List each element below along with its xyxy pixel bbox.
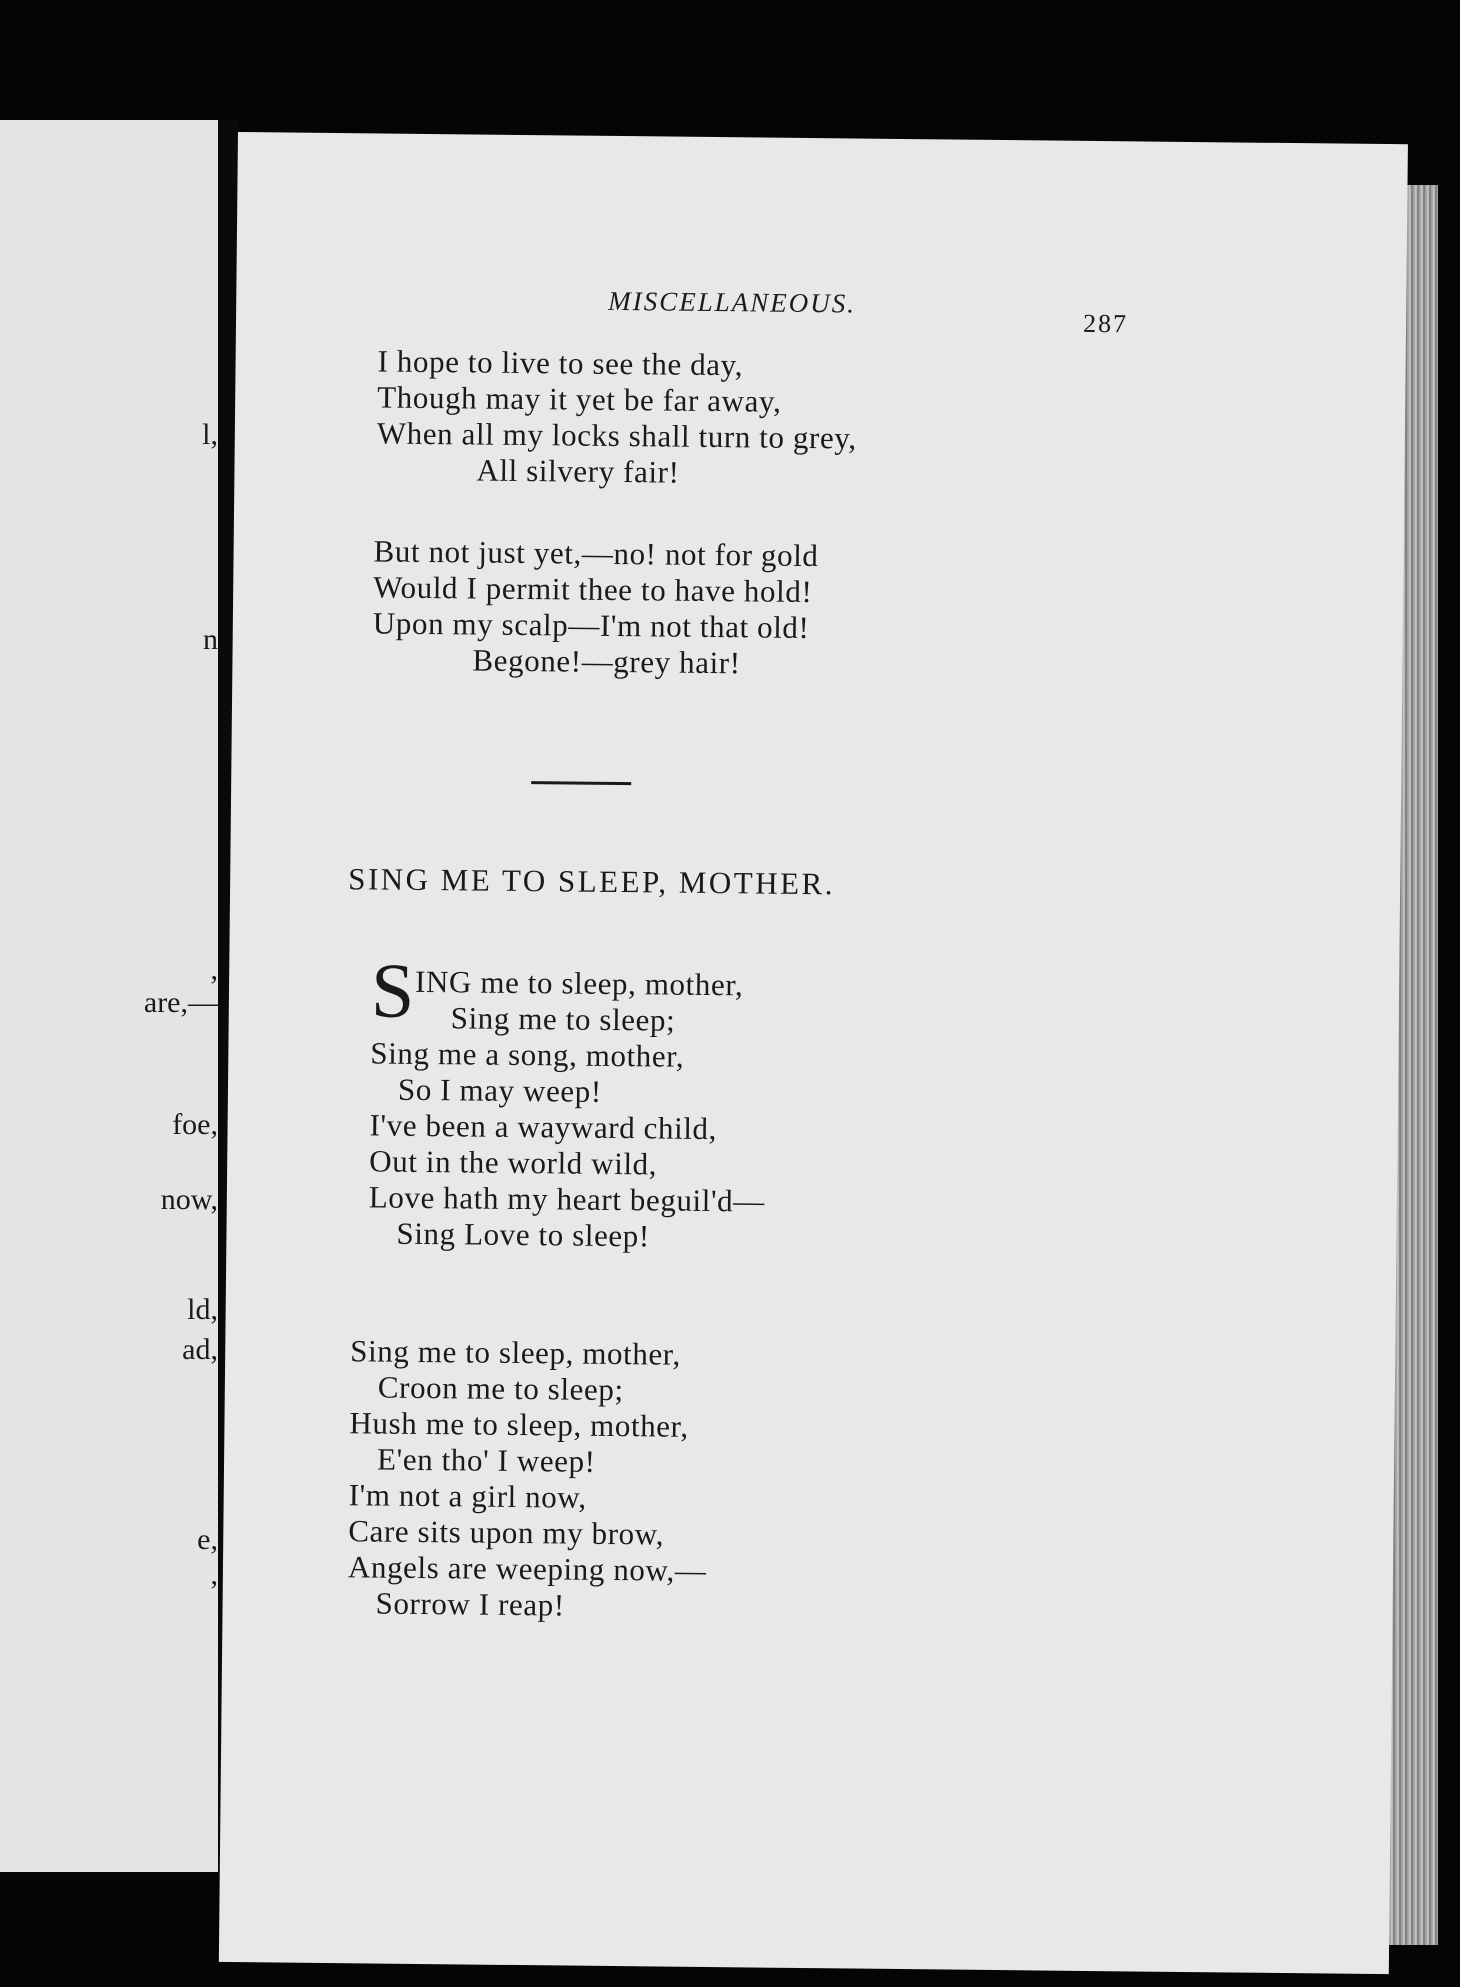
verse-line: ING me to sleep, mother,	[414, 963, 744, 1003]
stanza-2	[372, 533, 818, 682]
left-text-fragment: l,	[202, 418, 218, 451]
verse-line: E'en tho' I weep!	[376, 1441, 596, 1479]
verse-line: Out in the world wild,	[369, 1143, 658, 1182]
verse-line: Sing Love to sleep!	[396, 1215, 650, 1254]
verse-line: I hope to live to see the day,	[377, 343, 744, 383]
verse-line: Hush me to sleep, mother,	[349, 1405, 689, 1444]
drop-cap: S	[370, 946, 416, 1034]
left-text-fragment: ,	[210, 1558, 218, 1591]
verse-line: Croon me to sleep;	[377, 1369, 624, 1408]
verse-line: Would I permit thee to have hold!	[373, 569, 813, 610]
left-text-fragment: ad,	[182, 1333, 218, 1366]
verse-line: When all my locks shall turn to grey,	[376, 415, 857, 456]
left-page	[0, 120, 218, 1872]
left-text-fragment: foe,	[172, 1108, 218, 1141]
verse-line: Sing me a song, mother,	[370, 1035, 685, 1074]
right-page	[219, 132, 1408, 1974]
left-text-fragment: e,	[197, 1523, 218, 1556]
verse-line: I'm not a girl now,	[348, 1477, 587, 1515]
verse-line: Angels are weeping now,—	[347, 1549, 707, 1588]
verse-line: All silvery fair!	[476, 452, 680, 490]
verse-line: But not just yet,—no! not for gold	[373, 533, 819, 574]
stanza-3	[368, 946, 767, 1255]
stanza-1	[376, 343, 857, 492]
running-head	[236, 282, 1406, 339]
page-number: 287	[1082, 308, 1129, 339]
left-text-fragment: are,—	[143, 986, 218, 1019]
left-text-fragment: ld,	[187, 1293, 218, 1326]
verse-line: Upon my scalp—I'm not that old!	[372, 605, 810, 646]
verse-line: Sorrow I reap!	[375, 1585, 565, 1623]
verse-line: Though may it yet be far away,	[377, 379, 782, 419]
verse-line: So I may weep!	[397, 1071, 602, 1109]
section-divider	[531, 781, 631, 785]
poem-title: SING ME TO SLEEP, MOTHER.	[348, 861, 836, 902]
verse-line: Sing me to sleep, mother,	[350, 1333, 682, 1372]
verse-line: Sing me to sleep;	[450, 1000, 676, 1038]
left-text-fragment: n	[203, 623, 218, 656]
left-text-fragment: now,	[160, 1183, 218, 1216]
verse-line: Love hath my heart beguil'd—	[368, 1179, 766, 1219]
left-text-fragment: ,	[210, 953, 218, 986]
running-title: MISCELLANEOUS.	[608, 285, 857, 319]
verse-line: Begone!—grey hair!	[472, 642, 741, 681]
verse-line: Care sits upon my brow,	[348, 1513, 665, 1552]
verse-line: I've been a wayward child,	[369, 1107, 718, 1147]
stanza-4	[347, 1333, 708, 1625]
